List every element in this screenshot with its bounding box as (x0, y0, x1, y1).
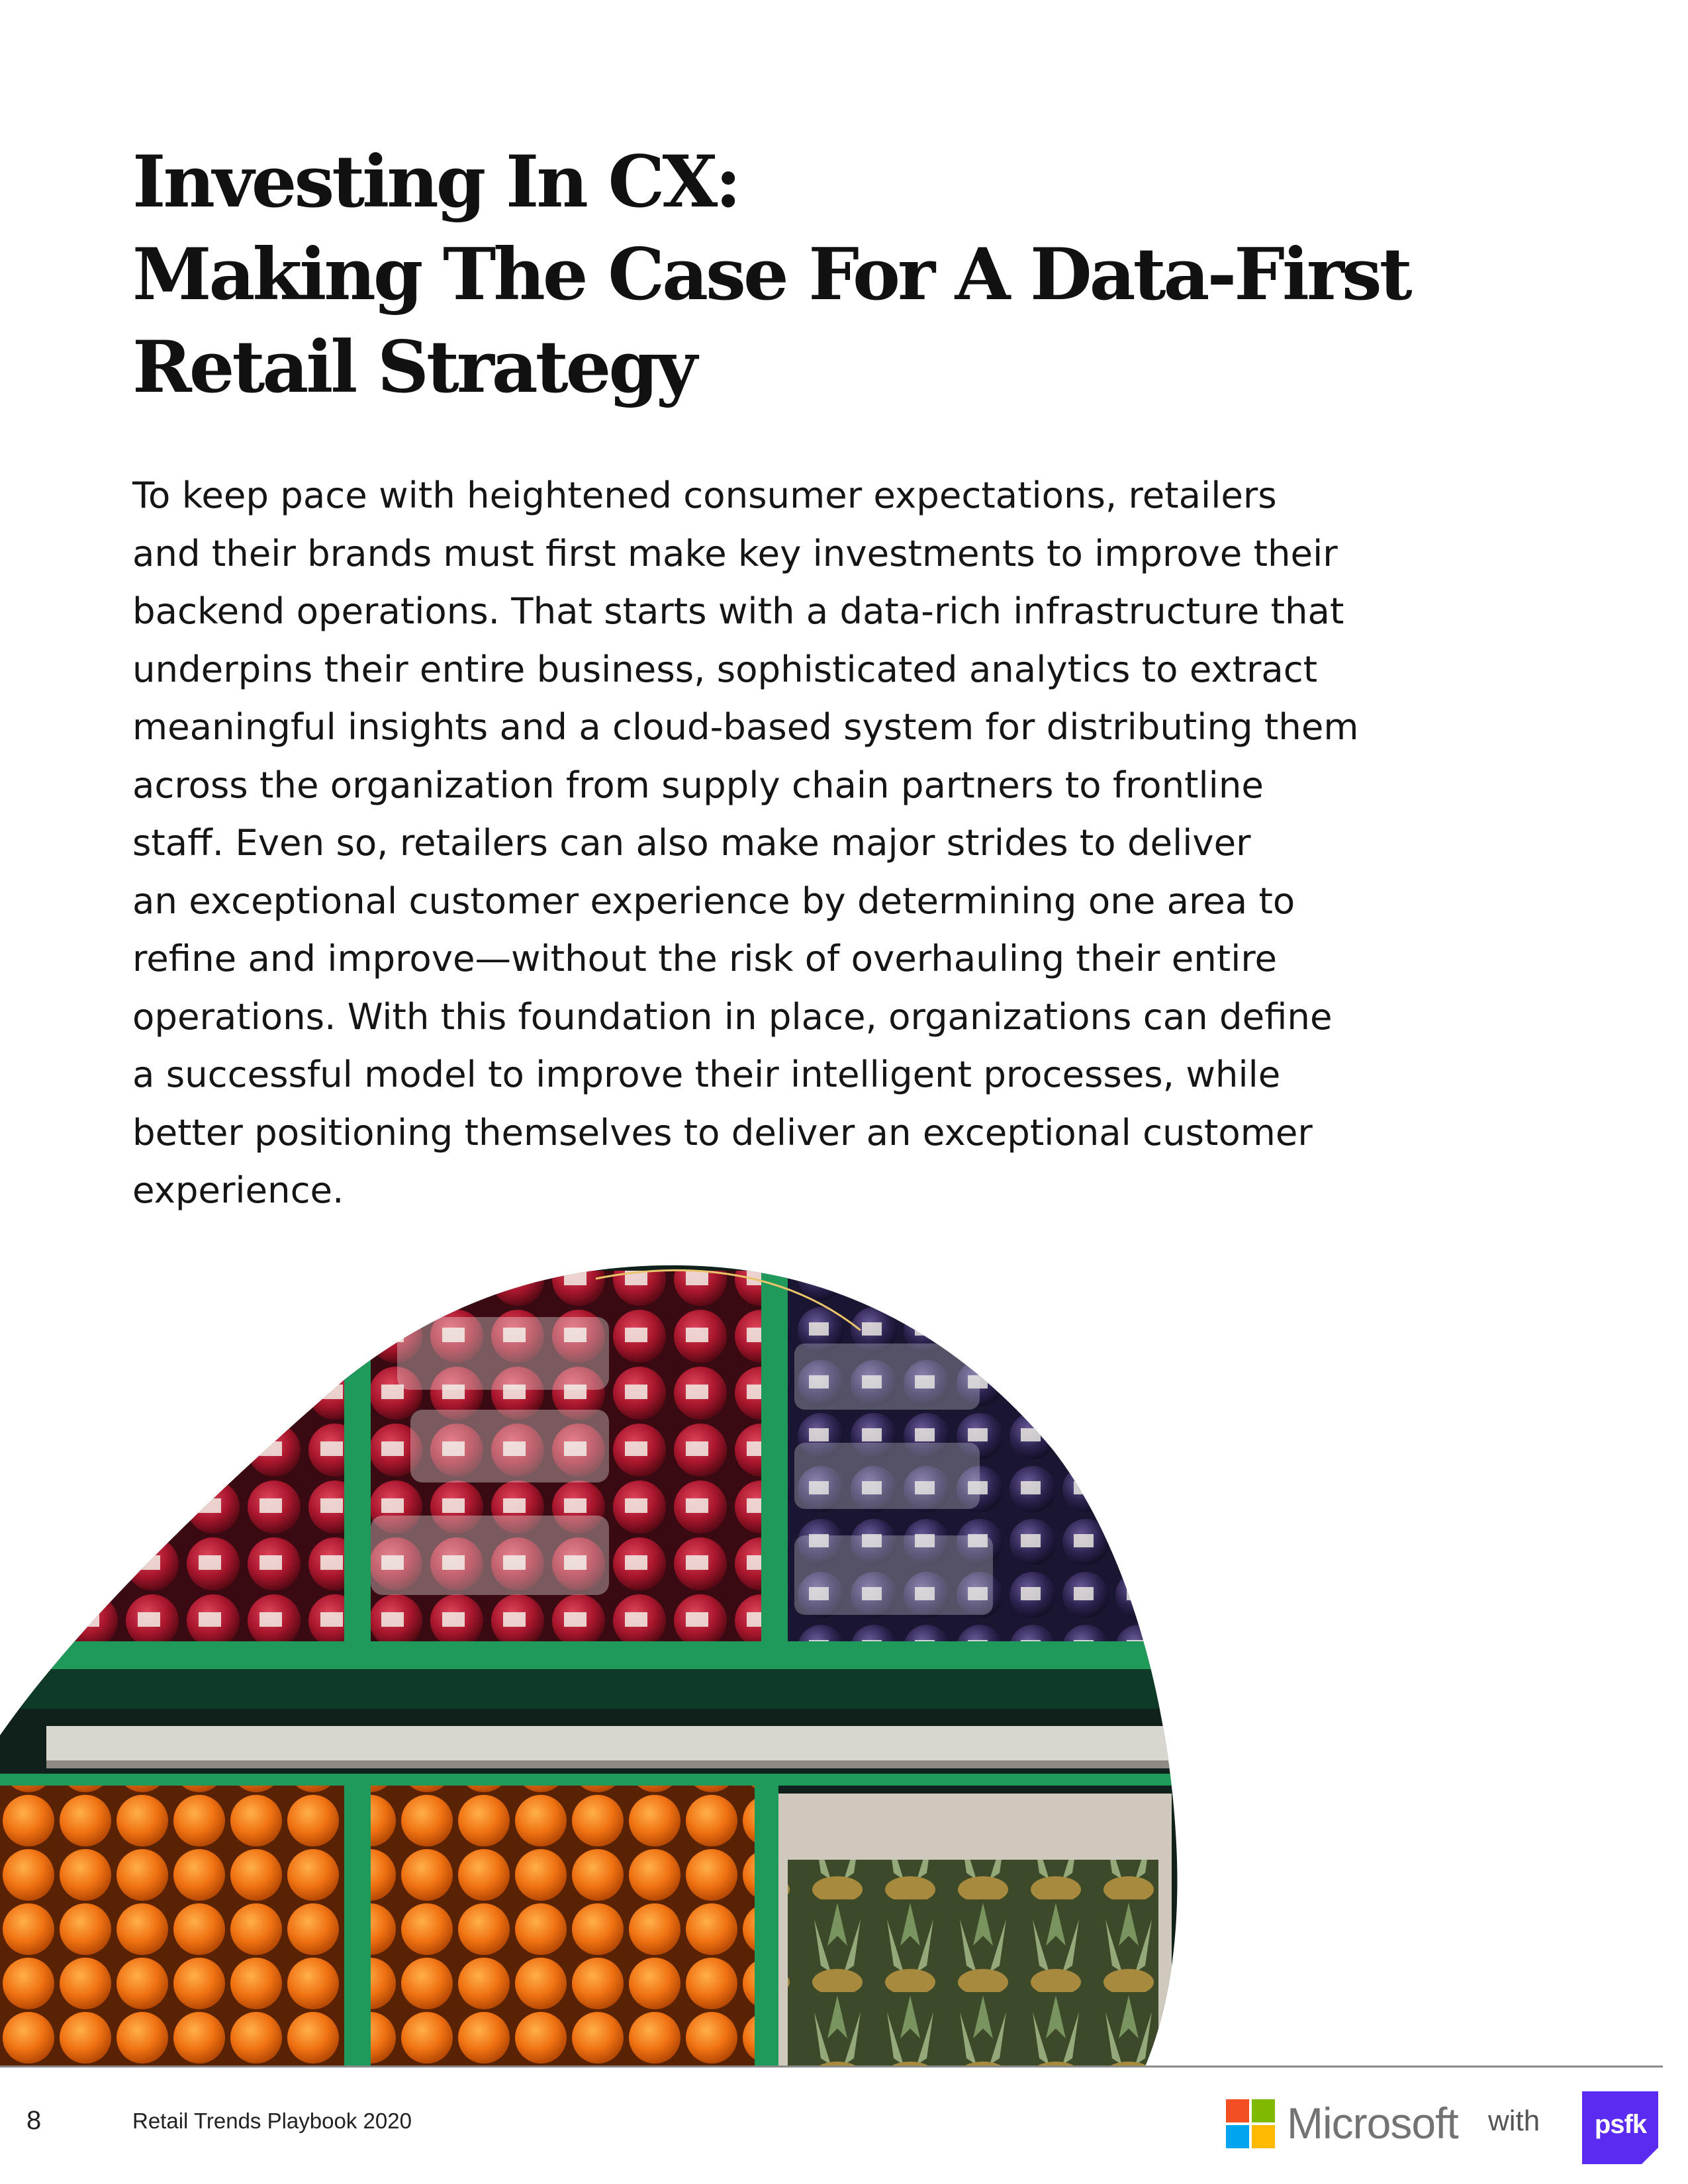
footer-divider (0, 2066, 1663, 2068)
paragraph-line: meaningful insights and a cloud-based system for distributing them (132, 705, 1359, 748)
paragraph-line: operations. With this foundation in place, organizations can define (132, 995, 1333, 1038)
title-line-3: Retail Strategy (132, 326, 695, 409)
paragraph-line: backend operations. That starts with a data-rich infrastructure that (132, 590, 1344, 632)
paragraph-line: underpins their entire business, sophisticated analytics to extract (132, 647, 1318, 690)
title-line-2: Making The Case For A Data-First (132, 233, 1410, 316)
publication-title: Retail Trends Playbook 2020 (132, 2109, 412, 2133)
psfk-logo-text: psfk (1594, 2110, 1647, 2139)
paragraph-line: a successful model to improve their intelligent processes, while (132, 1053, 1281, 1095)
microsoft-logo-icon (1226, 2099, 1275, 2148)
microsoft-wordmark: Microsoft (1287, 2099, 1458, 2148)
paragraph-line: refine and improve—without the risk of overhauling their entire (132, 937, 1278, 979)
with-label: with (1488, 2105, 1540, 2137)
intro-paragraph (132, 467, 1556, 1220)
paragraph-line: better positioning themselves to deliver an exceptional customer (132, 1111, 1313, 1154)
paragraph-line: experience. (132, 1169, 344, 1211)
paragraph-line: To keep pace with heightened consumer expectations, retailers (132, 474, 1277, 516)
paragraph-line: across the organization from supply chain partners to frontline (132, 763, 1264, 806)
paragraph-line: staff. Even so, retailers can also make major strides to deliver (132, 821, 1251, 864)
title-line-1: Investing In CX: (132, 140, 739, 224)
page-number: 8 (26, 2106, 42, 2135)
page-title (132, 136, 1556, 414)
paragraph-line: an exceptional customer experience by determining one area to (132, 879, 1295, 922)
produce-display-photo (0, 1251, 1185, 2066)
paragraph-line: and their brands must first make key investments to improve their (132, 531, 1338, 574)
